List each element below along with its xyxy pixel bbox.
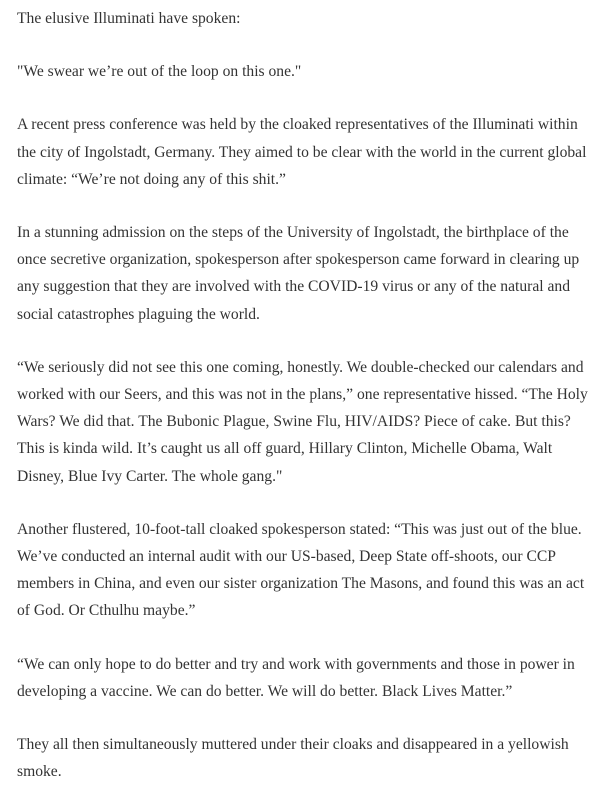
paragraph-quote: "We swear we’re out of the loop on this one." (17, 63, 302, 81)
paragraph-representative-quote: “We seriously did not see this one coming, honestly. We double-checked our calendars and worked with our Seers, and this was not in the plans,” one representative hissed. “The Holy Wars? We did that. The Bubonic Plague, Swine Flu, HIV/AIDS? Piece of cake. But this? This is kinda wild. It’s caught us all off guard, Hillary Clinton, Michelle Obama, Walt Disney, Blue Ivy Carter. The whole gang." (17, 358, 588, 485)
paragraph-intro: The elusive Illuminati have spoken: (17, 10, 241, 27)
paragraph-admission: In a stunning admission on the steps of the University of Ingolstadt, the birthplace of the once secretive organization, spokesperson after spokesperson came forward in clearing up any suggestion that they are involved with the COVID-19 virus or any of the natural and social catastrophes plaguing the world. (17, 224, 580, 323)
paragraph-ending: They all then simultaneously muttered under their cloaks and disappeared in a yellowish smoke. (17, 736, 569, 781)
paragraph-vaccine: “We can only hope to do better and try and work with governments and those in power in developing a vaccine. We can do better. We will do better. Black Lives Matter.” (17, 655, 575, 700)
paragraph-press-conference: A recent press conference was held by the cloaked representatives of the Illuminati within the city of Ingolstadt, Germany. They aimed to be clear with the world in the current global climate: “We’re not doing any of this shit.” (17, 116, 587, 188)
paragraph-spokesperson-statement: Another flustered, 10-foot-tall cloaked spokesperson stated: “This was just out of the blue. We’ve conducted an internal audit with our US-based, Deep State off-shoots, our CCP members in China, and even our sister organization The Masons, and found this was an act of God. Or Cthulhu maybe.” (17, 520, 585, 620)
